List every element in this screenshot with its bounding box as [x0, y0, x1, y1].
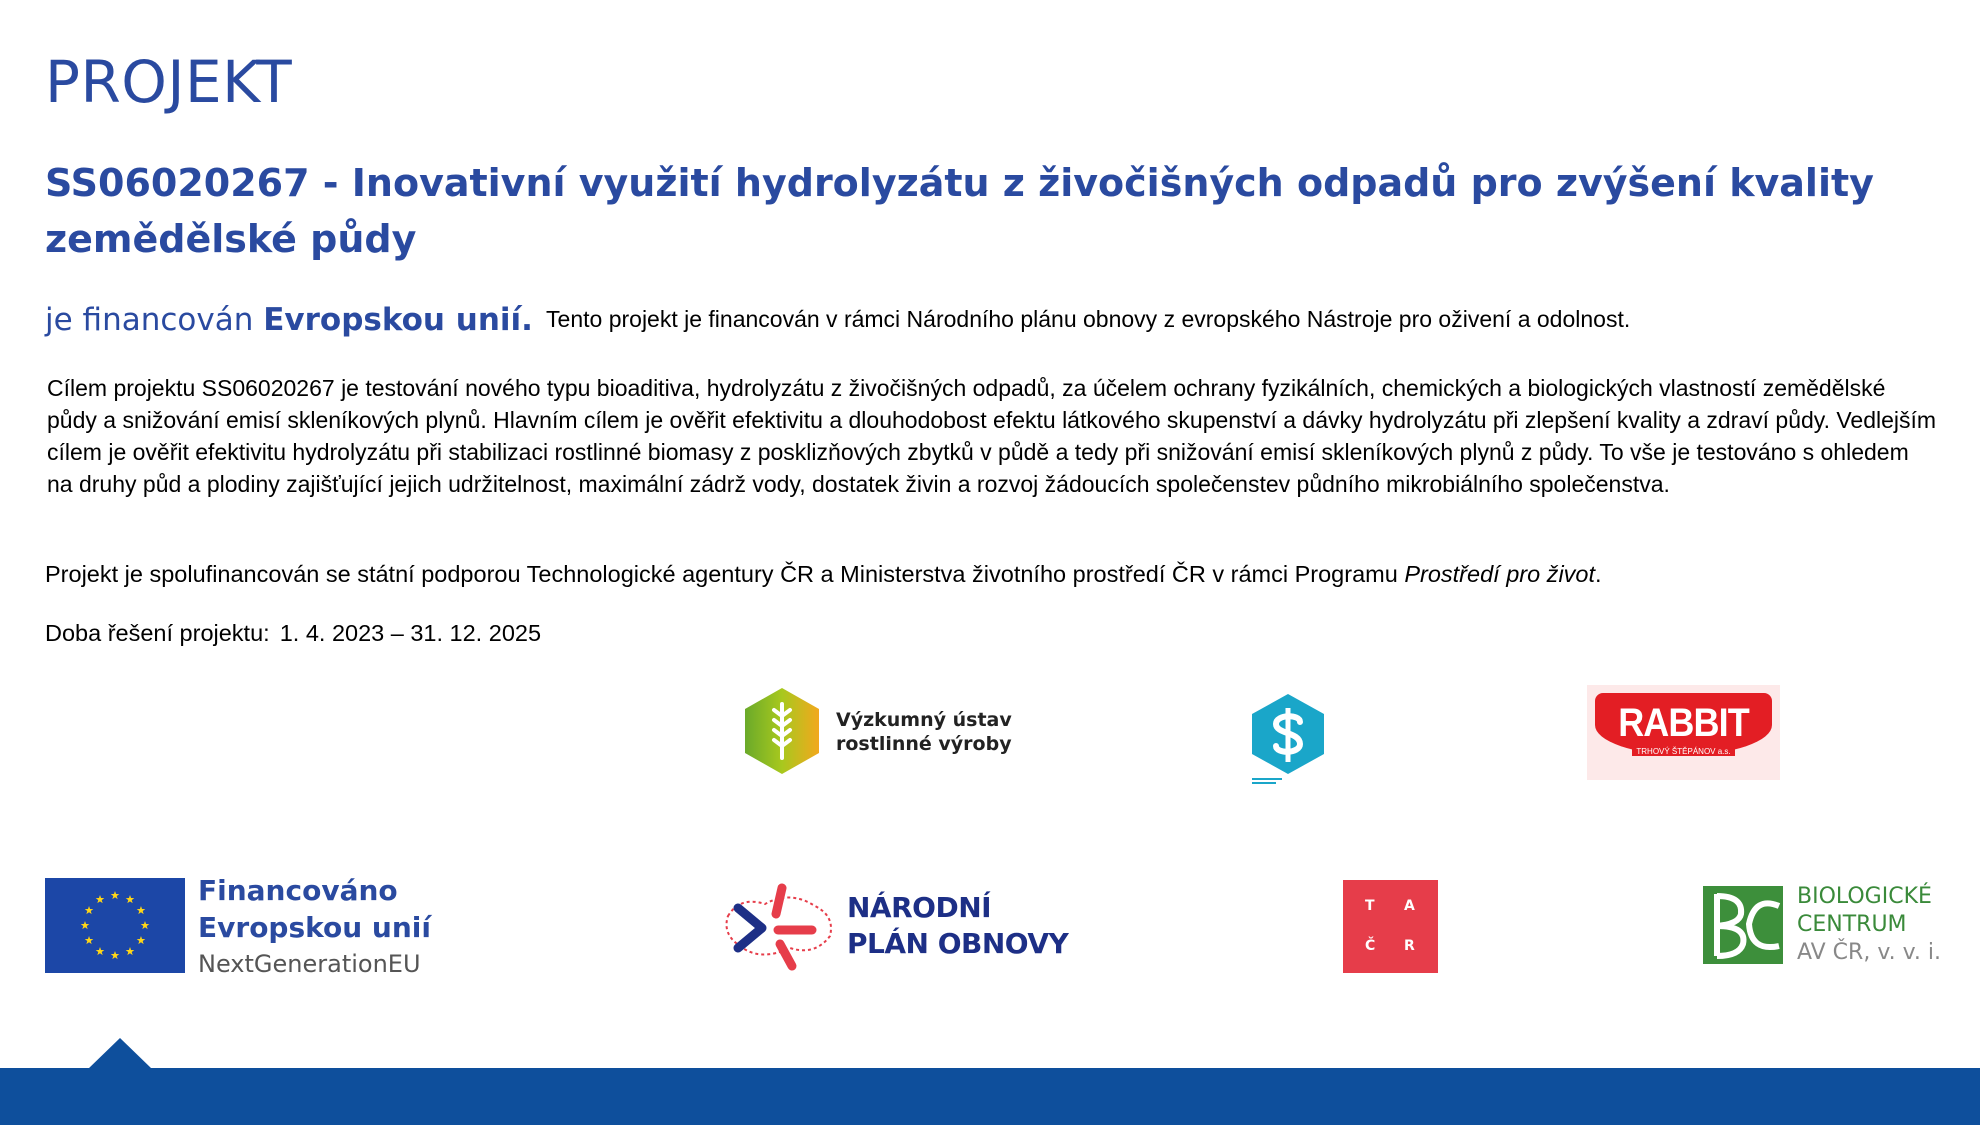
- tacr-c: Č: [1365, 938, 1376, 954]
- footer-tab: [88, 1038, 152, 1069]
- funding-statement: [45, 302, 533, 338]
- program-name: Prostředí pro život: [1404, 561, 1596, 587]
- funding-prefix: je financován: [45, 302, 264, 338]
- cofunding-text: Projekt je spolufinancován se státní podporou Technologické agentury ČR a Ministerstva životního prostředí ČR v rámci Programu: [45, 561, 1405, 587]
- funding-line: [45, 302, 1630, 338]
- bc-name: [1797, 883, 1941, 967]
- bc-line3: AV ČR, v. v. i.: [1797, 940, 1942, 965]
- period-value: 1. 4. 2023 – 31. 12. 2025: [279, 620, 542, 646]
- cofunding-statement: [45, 561, 1602, 588]
- vurv-name: [836, 708, 1012, 756]
- eu-funding-text: [198, 872, 431, 983]
- rabbit-badge: [1595, 693, 1772, 755]
- bc-line2: CENTRUM: [1797, 912, 1907, 937]
- rabbit-subline: [1587, 747, 1780, 756]
- hexagon-partner-logo: [1248, 692, 1328, 788]
- eu-line1: Financováno: [198, 874, 398, 907]
- wheat-hex-icon: [742, 686, 822, 776]
- cofunding-end: .: [1595, 561, 1602, 587]
- vurv-line2: rostlinné výroby: [836, 733, 1012, 755]
- vurv-logo: [742, 686, 1012, 776]
- footer-bar: [0, 1068, 1980, 1125]
- eu-flag-icon: [45, 878, 185, 973]
- vurv-line1: Výzkumný ústav: [836, 709, 1012, 731]
- tacr-logo: [1343, 880, 1438, 973]
- rabbit-word: RABBIT: [1618, 701, 1749, 745]
- period-label: Doba řešení projektu:: [45, 620, 270, 646]
- funding-note: Tento projekt je financován v rámci Národního plánu obnovy z evropského Nástroje pro oživení a odolnost.: [546, 306, 1631, 332]
- tacr-a: A: [1404, 898, 1415, 914]
- npo-name: [847, 890, 1068, 962]
- funding-eu: Evropskou unií.: [263, 302, 533, 338]
- npo-line1: NÁRODNÍ: [847, 891, 992, 924]
- rabbit-logo: [1587, 685, 1780, 780]
- bc-mark-icon: [1703, 886, 1783, 964]
- tacr-t: T: [1365, 898, 1375, 914]
- tacr-r: R: [1404, 938, 1415, 954]
- npo-line2: PLÁN OBNOVY: [847, 927, 1069, 960]
- eu-line2: Evropskou unií: [198, 911, 431, 944]
- rabbit-sub: TRHOVÝ ŠTĚPÁNOV a.s.: [1632, 747, 1734, 756]
- bc-line1: BIOLOGICKÉ: [1797, 884, 1932, 909]
- eu-line3: NextGenerationEU: [198, 950, 421, 978]
- npo-mark-icon: [720, 876, 840, 976]
- project-title: SS06020267 - Inovativní využití hydrolyzátu z živočišných odpadů pro zvýšení kvality zemědělské půdy: [45, 161, 1874, 261]
- project-period: [45, 620, 541, 647]
- page-heading: PROJEKT: [45, 48, 293, 116]
- project-description: Cílem projektu SS06020267 je testování nového typu bioaditiva, hydrolyzátu z živočišných odpadů, za účelem ochrany fyzikálních, chemických a biologických vlastností zemědělské půdy a snižování emisí skleníkových plynů. Hlavním cílem je ověřit efektivitu a dlouhodobost efektu látkového skupenství a dávky hydrolyzátu při zlepšení kvality a zdraví půdy. Vedlejším cílem je ověřit efektivitu hydrolyzátu při stabilizaci rostlinné biomasy z posklizňových zbytků v půdě a tedy při snižování emisí skleníkových plynů z půdy. To vše je testováno s ohledem na druhy půd a plodiny zajišťující jejich udržitelnost, maximální zádrž vody, dostatek živin a rozvoj žádoucích společenstev půdního mikrobiálního společenstva.: [47, 375, 1937, 497]
